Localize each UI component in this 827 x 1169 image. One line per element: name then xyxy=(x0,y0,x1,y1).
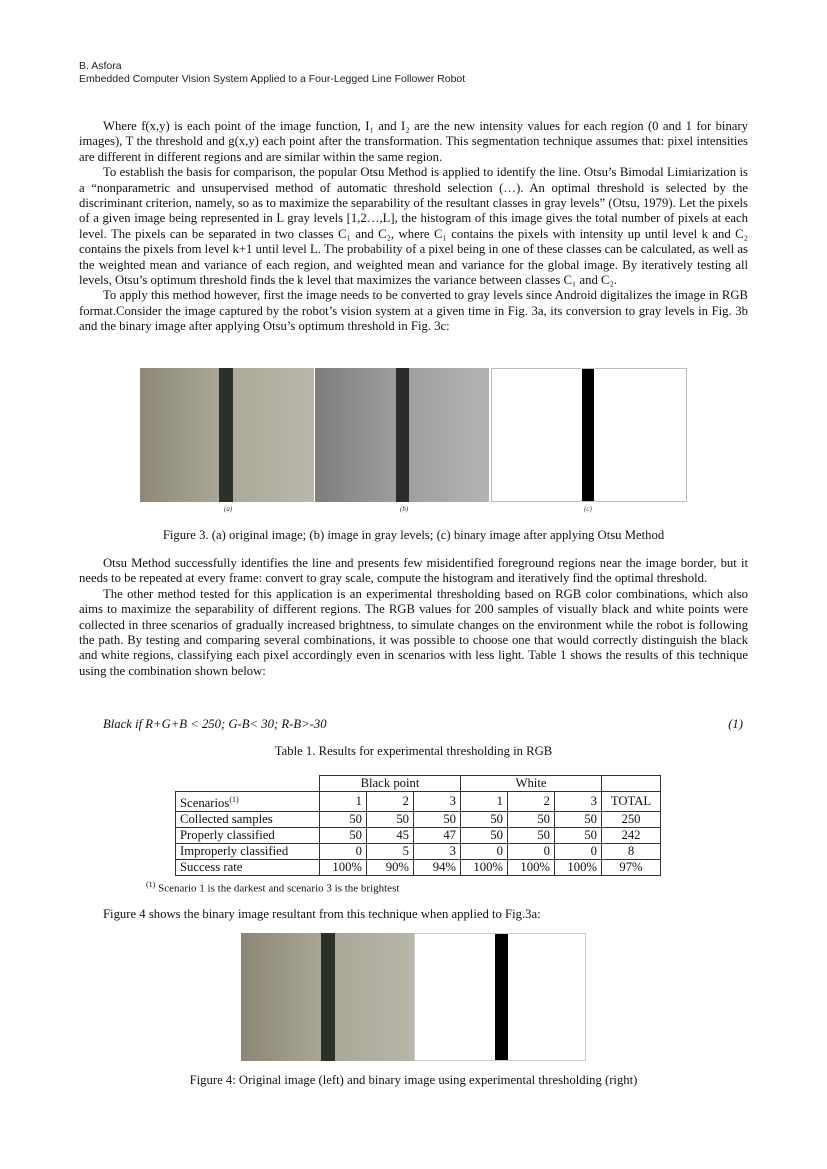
subfig-label-a: (a) xyxy=(224,505,233,513)
text-block-middle xyxy=(79,556,748,679)
table-cell: 47 xyxy=(414,828,461,844)
scenario-col: 3 xyxy=(555,792,602,812)
photo-binary xyxy=(491,368,687,502)
table-cell: 50 xyxy=(414,812,461,828)
paragraph-5: The other method tested for this application is an experimental thresholding based on RGB color combinations, which also aims to maximize the separability of different regions. The RGB values for 200 samples of visually black and white points were collected in three scenarios of gradually increased brightness, to simulate changes on the environment while the robot is following the path. By testing and comparing several combinations, it was possible to choose one that would correctly distinguish the black and white regions, classifying each pixel accordingly even in scenarios with less light. Table 1 shows the results of this technique using the combination shown below: xyxy=(79,586,748,678)
line-stripe xyxy=(582,369,594,502)
scenario-col: 1 xyxy=(461,792,508,812)
table-cell: 0 xyxy=(461,844,508,860)
total-cell: 97% xyxy=(602,860,661,876)
total-cell: 250 xyxy=(602,812,661,828)
table-row xyxy=(176,812,661,828)
header-title: Embedded Computer Vision System Applied to a Four-Legged Line Follower Robot xyxy=(79,73,466,85)
table-cell: 50 xyxy=(555,828,602,844)
header-author: B. Asfora xyxy=(79,60,122,72)
photo-gray xyxy=(315,368,489,502)
total-col: TOTAL xyxy=(602,792,661,812)
table-cell: 100% xyxy=(320,860,367,876)
photo-original xyxy=(140,368,314,502)
running-header xyxy=(79,60,465,86)
equation-text: Black if R+G+B < 250; G-B< 30; R-B>-30 xyxy=(103,717,327,731)
table-header-row xyxy=(176,792,661,812)
paragraph-1: Where f(x,y) is each point of the image function, I₁ and I₂ are the new intensity values for each region (0 and 1 for binary images), T the threshold and g(x,y) each point after the transformation. This segmentation technique assumes that: pixel intensities are different in different regions and are similar within the same region. xyxy=(79,119,748,164)
group-total-blank xyxy=(602,776,661,792)
subfig-label-b: (b) xyxy=(400,505,409,513)
figure-4-caption: Figure 4: Original image (left) and binary image using experimental thresholding (right) xyxy=(189,1073,638,1087)
group-white: White xyxy=(461,776,602,792)
table-cell: 50 xyxy=(461,812,508,828)
photo-binary xyxy=(414,933,586,1061)
line-stripe xyxy=(396,368,409,502)
total-cell: 242 xyxy=(602,828,661,844)
row-label: Improperly classified xyxy=(176,844,320,860)
table-cell: 0 xyxy=(508,844,555,860)
scenario-col: 2 xyxy=(508,792,555,812)
line-stripe xyxy=(321,933,335,1061)
table-cell: 100% xyxy=(555,860,602,876)
equation-number: (1) xyxy=(728,717,743,731)
table-cell: 50 xyxy=(367,812,414,828)
table-cell: 50 xyxy=(461,828,508,844)
group-black: Black point xyxy=(320,776,461,792)
table-cell: 90% xyxy=(367,860,414,876)
table-cell: 100% xyxy=(508,860,555,876)
scenarios-label: Scenarios$^{(1)}$ xyxy=(176,792,320,812)
results-table xyxy=(175,775,661,876)
table-cell: 50 xyxy=(555,812,602,828)
table-group-header-row xyxy=(176,776,661,792)
paragraph-2: To establish the basis for comparison, the popular Otsu Method is applied to identify the line. Otsu’s Bimodal Limiarization is a “nonparametric and unsupervised method of automatic threshold selection (…). An optimal threshold is selected by the discriminant criterion, namely, so as to maximize the separability of the resultant classes in gray levels” (Otsu, 1979). Let the pixels of a given image being represented in L gray levels [1,2…,L], the histogram of this image gives the total number of pixels at each level. The pixels can be separated in two classes C₁ and C₂, where C₁ contains the pixels with intensity up until level k and C₂ contains the pixels from level k+1 until level L. The probability of a pixel being in one of these classes can be calculated, as well as the weighted mean and variance of each region, and weighted mean and variance for the global image. By iteratively testing all levels, Otsu’s optimum threshold finds the k level that maximizes the variance between classes C₁ and C₂. xyxy=(79,165,748,288)
table-corner xyxy=(176,776,320,792)
table-cell: 50 xyxy=(320,828,367,844)
table-1-caption: Table 1. Results for experimental thresholding in RGB xyxy=(274,744,553,758)
table-cell: 0 xyxy=(320,844,367,860)
table-cell: 100% xyxy=(461,860,508,876)
table-row xyxy=(176,828,661,844)
text-block-top xyxy=(79,119,748,335)
line-stripe xyxy=(219,368,233,502)
table-cell: 5 xyxy=(367,844,414,860)
scenario-col: 3 xyxy=(414,792,461,812)
row-label: Success rate xyxy=(176,860,320,876)
paragraph-6: Figure 4 shows the binary image resultant from this technique when applied to Fig.3a: xyxy=(103,907,541,921)
subfig-label-c: (c) xyxy=(584,505,592,513)
paragraph-4: Otsu Method successfully identifies the line and presents few misidentified foreground regions near the image border, but it needs to be repeated at every frame: convert to gray scale, compute the histogram and iteratively find the optimal threshold. xyxy=(79,556,748,586)
text-block-fig4-intro xyxy=(79,907,748,922)
row-label: Properly classified xyxy=(176,828,320,844)
figure-3 xyxy=(140,368,687,502)
table-cell: 94% xyxy=(414,860,461,876)
table-cell: 45 xyxy=(367,828,414,844)
table-cell: 50 xyxy=(508,828,555,844)
table-row xyxy=(176,860,661,876)
paragraph-3: To apply this method however, first the image needs to be converted to gray levels since Android digitalizes the image in RGB format.Consider the image captured by the robot’s vision system at a given time in Fig. 3a, its conversion to gray levels in Fig. 3b and the binary image after applying Otsu’s optimum threshold in Fig. 3c: xyxy=(79,288,748,334)
equation-1 xyxy=(103,717,743,732)
scenario-col: 1 xyxy=(320,792,367,812)
table-cell: 3 xyxy=(414,844,461,860)
scenario-col: 2 xyxy=(367,792,414,812)
line-stripe xyxy=(495,934,508,1061)
table-cell: 50 xyxy=(508,812,555,828)
table-cell: 0 xyxy=(555,844,602,860)
figure-3-caption: Figure 3. (a) original image; (b) image in gray levels; (c) binary image after applying Otsu Method xyxy=(162,528,665,542)
row-label: Collected samples xyxy=(176,812,320,828)
table-cell: 50 xyxy=(320,812,367,828)
figure-4 xyxy=(241,933,586,1061)
photo-original xyxy=(241,933,414,1061)
total-cell: 8 xyxy=(602,844,661,860)
table-row xyxy=(176,844,661,860)
table-footnote: $^{(1)}$ Scenario 1 is the darkest and scenario 3 is the brightest xyxy=(146,880,400,895)
